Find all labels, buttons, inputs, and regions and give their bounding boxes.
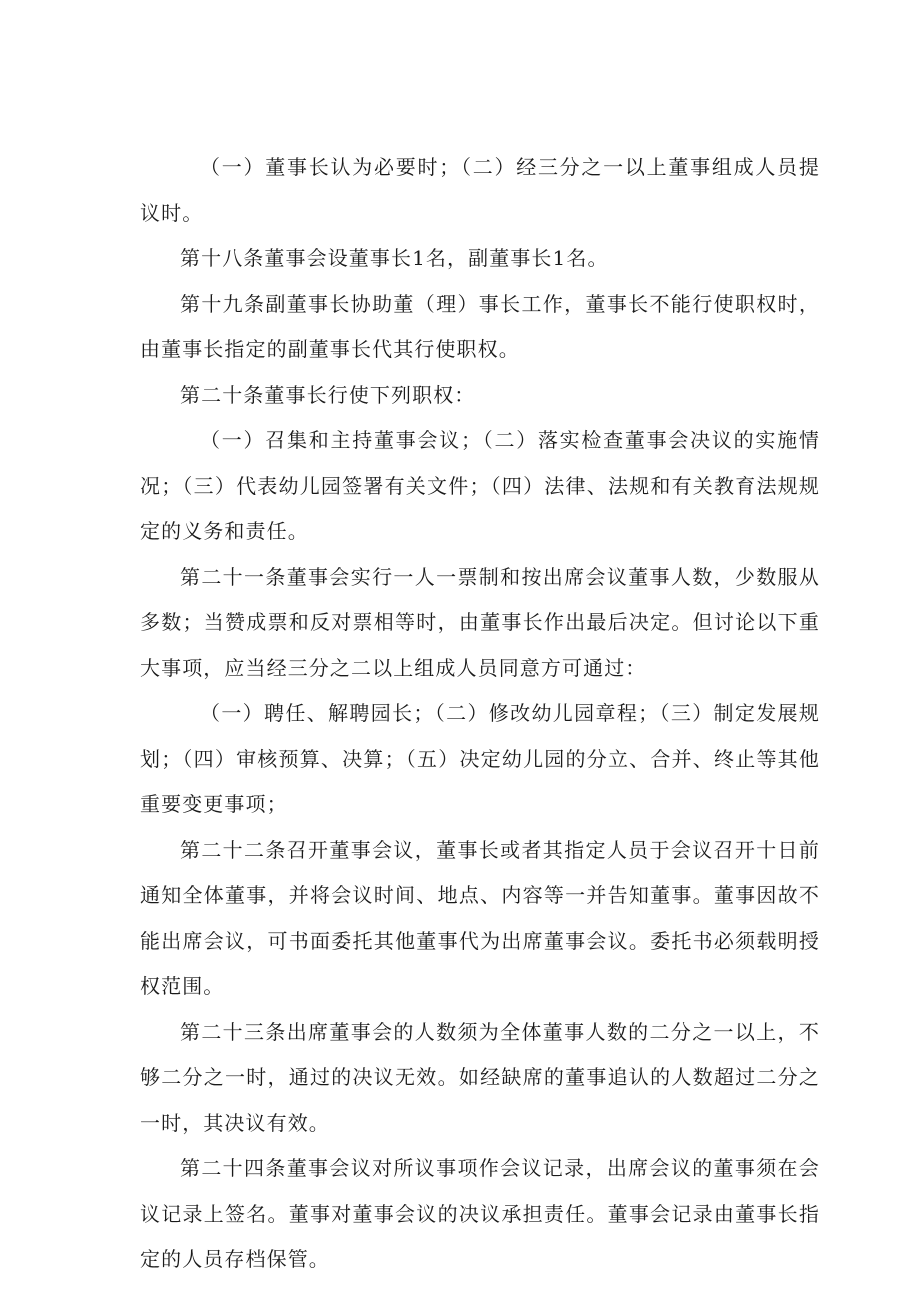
- paragraph-article-20-items: （一）召集和主持董事会议；（二）落实检查董事会决议的实施情况；（三）代表幼儿园签署有关文件；（四）法律、法规和有关教育法规规定的义务和责任。: [140, 428, 820, 543]
- paragraph-article-18: 第十八条董事会设董事长1名，副董事长1名。: [180, 246, 609, 270]
- paragraph-article-19: 第十九条副董事长协助董（理）事长工作，董事长不能行使职权时，由董事长指定的副董事长代其行使职权。: [140, 291, 820, 361]
- paragraph-article-20: 第二十条董事长行使下列职权：: [180, 382, 476, 407]
- paragraph-article-21: 第二十一条董事会实行一人一票制和按出席会议董事人数，少数服从多数；当赞成票和反对票相等时，由董事长作出最后决定。但讨论以下重大事项，应当经三分之二以上组成人员同意方可通过：: [140, 564, 820, 680]
- paragraph-article-21-items: （一）聘任、解聘园长；（二）修改幼儿园章程；（三）制定发展规划；（四）审核预算、决算；（五）决定幼儿园的分立、合并、终止等其他重要变更事项；: [140, 701, 820, 816]
- paragraph-article-22: 第二十二条召开董事会议，董事长或者其指定人员于会议召开十日前通知全体董事，并将会议时间、地点、内容等一并告知董事。董事因故不能出席会议，可书面委托其他董事代为出席董事会议。委托书必须载明授权范围。: [140, 837, 820, 998]
- paragraph-article-24: 第二十四条董事会议对所议事项作会议记录，出席会议的董事须在会议记录上签名。董事对董事会议的决议承担责任。董事会记录由董事长指定的人员存档保管。: [140, 1156, 820, 1271]
- document-page: [140, 145, 820, 1283]
- paragraph-convening-conditions: （一）董事长认为必要时；（二）经三分之一以上董事组成人员提议时。: [140, 155, 820, 225]
- paragraph-article-23: 第二十三条出席董事会的人数须为全体董事人数的二分之一以上，不够二分之一时，通过的决议无效。如经缺席的董事追认的人数超过二分之一时，其决议有效。: [140, 1019, 820, 1135]
